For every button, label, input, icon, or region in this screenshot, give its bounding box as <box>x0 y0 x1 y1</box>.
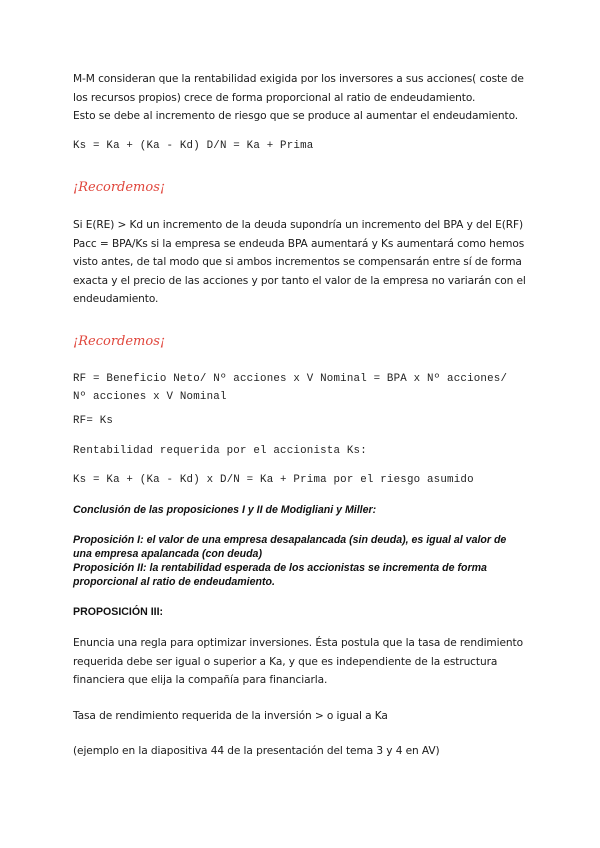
re-paragraph <box>73 216 533 309</box>
formula-line: Nº acciones x V Nominal <box>73 391 227 403</box>
text-line: Proposición II: la rentabilidad esperada de los accionistas se incrementa de forma <box>73 562 487 574</box>
text-line: Esto se debe al incremento de riesgo que se produce al aumentar el endeudamiento. <box>73 110 519 122</box>
text-line: financiera que elija la compañía para financiarla. <box>73 674 328 686</box>
proposicion-iii-heading: PROPOSICIÓN III: <box>73 606 164 618</box>
text-line: Proposición I: el valor de una empresa desapalancada (sin deuda), es igual al valor de <box>73 534 507 546</box>
text-line: endeudamiento. <box>73 293 159 305</box>
text-line: M-M consideran que la rentabilidad exigida por los inversores a sus acciones( coste de <box>73 73 524 85</box>
recordemos-heading-1: ¡Recordemos¡ <box>73 180 166 195</box>
formula-ks-2: Ks = Ka + (Ka - Kd) x D/N = Ka + Prima por el riesgo asumido <box>73 474 474 486</box>
text-line: una empresa apalancada (con deuda) <box>73 548 262 560</box>
propositions-paragraph <box>73 533 533 589</box>
recordemos-heading-2: ¡Recordemos¡ <box>73 334 166 349</box>
rf-equals-ks: RF= Ks <box>73 415 114 427</box>
ejemplo-line: (ejemplo en la diapositiva 44 de la presentación del tema 3 y 4 en AV) <box>73 745 440 757</box>
text-line: exacta y el precio de las acciones y por tanto el valor de la empresa no variarán con el <box>73 274 526 287</box>
enuncia-paragraph <box>73 634 533 690</box>
intro-paragraph <box>73 70 533 126</box>
rentabilidad-label: Rentabilidad requerida por el accionista Ks: <box>73 445 367 457</box>
tasa-line: Tasa de rendimiento requerida de la inversión > o igual a Ka <box>73 710 388 722</box>
text-line: proporcional al ratio de endeudamiento. <box>73 576 275 588</box>
formula-ks-1: Ks = Ka + (Ka - Kd) D/N = Ka + Prima <box>73 140 314 152</box>
text-line: requerida debe ser igual o superior a Ka, y que es independiente de la estructura <box>73 655 498 668</box>
formula-line: RF = Beneficio Neto/ Nº acciones x V Nominal = BPA x Nº acciones/ <box>73 373 508 385</box>
text-line: Si E(RE) > Kd un incremento de la deuda supondría un incremento del BPA y del E(RF) <box>73 219 524 231</box>
formula-rf <box>73 370 533 406</box>
text-line: Pacc = BPA/Ks si la empresa se endeuda BPA aumentará y Ks aumentará como hemos <box>73 237 525 250</box>
text-line: Enuncia una regla para optimizar inversiones. Ésta postula que la tasa de rendimiento <box>73 637 523 649</box>
conclusion-heading: Conclusión de las proposiciones I y II de Modigliani y Miller: <box>73 504 377 516</box>
text-line: visto antes, de tal modo que si ambos incrementos se compensarán entre sí de forma <box>73 256 522 268</box>
text-line: los recursos propios) crece de forma proporcional al ratio de endeudamiento. <box>73 91 476 104</box>
